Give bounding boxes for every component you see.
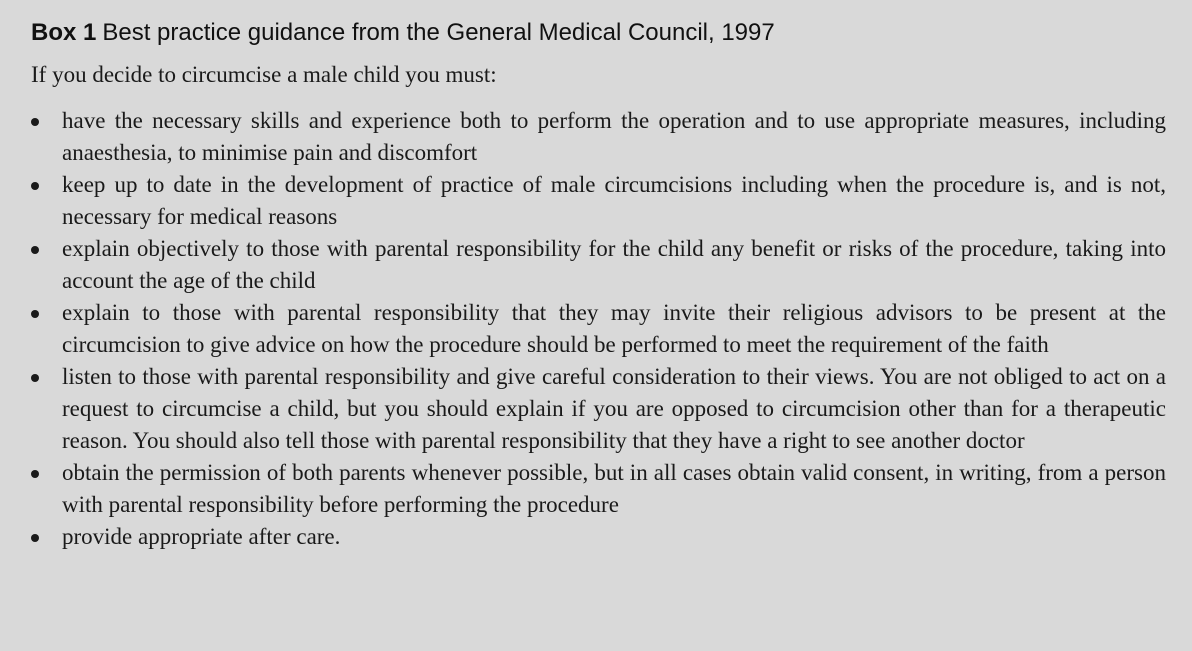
- bullet-icon: [31, 534, 39, 542]
- list-item-text: keep up to date in the development of practice of male circumcisions including when the procedure is, and is not, necessary for medical reasons: [62, 172, 1166, 229]
- bullet-icon: [31, 470, 39, 478]
- list-item: [31, 521, 1166, 553]
- list-item-text: obtain the permission of both parents whenever possible, but in all cases obtain valid consent, in writing, from a person with parental responsibility before performing the procedure: [62, 460, 1166, 517]
- guidance-list: [31, 105, 1166, 553]
- box-label: Box 1: [31, 19, 97, 46]
- list-item: [31, 169, 1166, 233]
- bullet-icon: [31, 374, 39, 382]
- list-item: [31, 297, 1166, 361]
- bullet-icon: [31, 310, 39, 318]
- list-item-text: listen to those with parental responsibility and give careful consideration to their views. You are not obliged to act on a request to circumcise a child, but you should explain if you are opposed to circumcision other than for a therapeutic reason. You should also tell those with parental responsibility that they have a right to see another doctor: [62, 364, 1166, 453]
- box-title: Best practice guidance from the General Medical Council, 1997: [102, 19, 775, 46]
- list-item-text: explain objectively to those with parental responsibility for the child any benefit or risks of the procedure, taking into account the age of the child: [62, 236, 1166, 293]
- list-item-text: have the necessary skills and experience both to perform the operation and to use appropriate measures, including anaesthesia, to minimise pain and discomfort: [62, 108, 1166, 165]
- list-item: [31, 233, 1166, 297]
- list-item: [31, 457, 1166, 521]
- list-item: [31, 361, 1166, 457]
- intro-text: If you decide to circumcise a male child you must:: [31, 62, 497, 87]
- list-item: [31, 105, 1166, 169]
- box-heading: [31, 18, 1166, 48]
- list-item-text: provide appropriate after care.: [62, 524, 341, 549]
- bullet-icon: [31, 118, 39, 126]
- bullet-icon: [31, 246, 39, 254]
- bullet-icon: [31, 182, 39, 190]
- list-item-text: explain to those with parental responsibility that they may invite their religious advisors to be present at the circumcision to give advice on how the procedure should be performed to meet the requirement of the faith: [62, 300, 1166, 357]
